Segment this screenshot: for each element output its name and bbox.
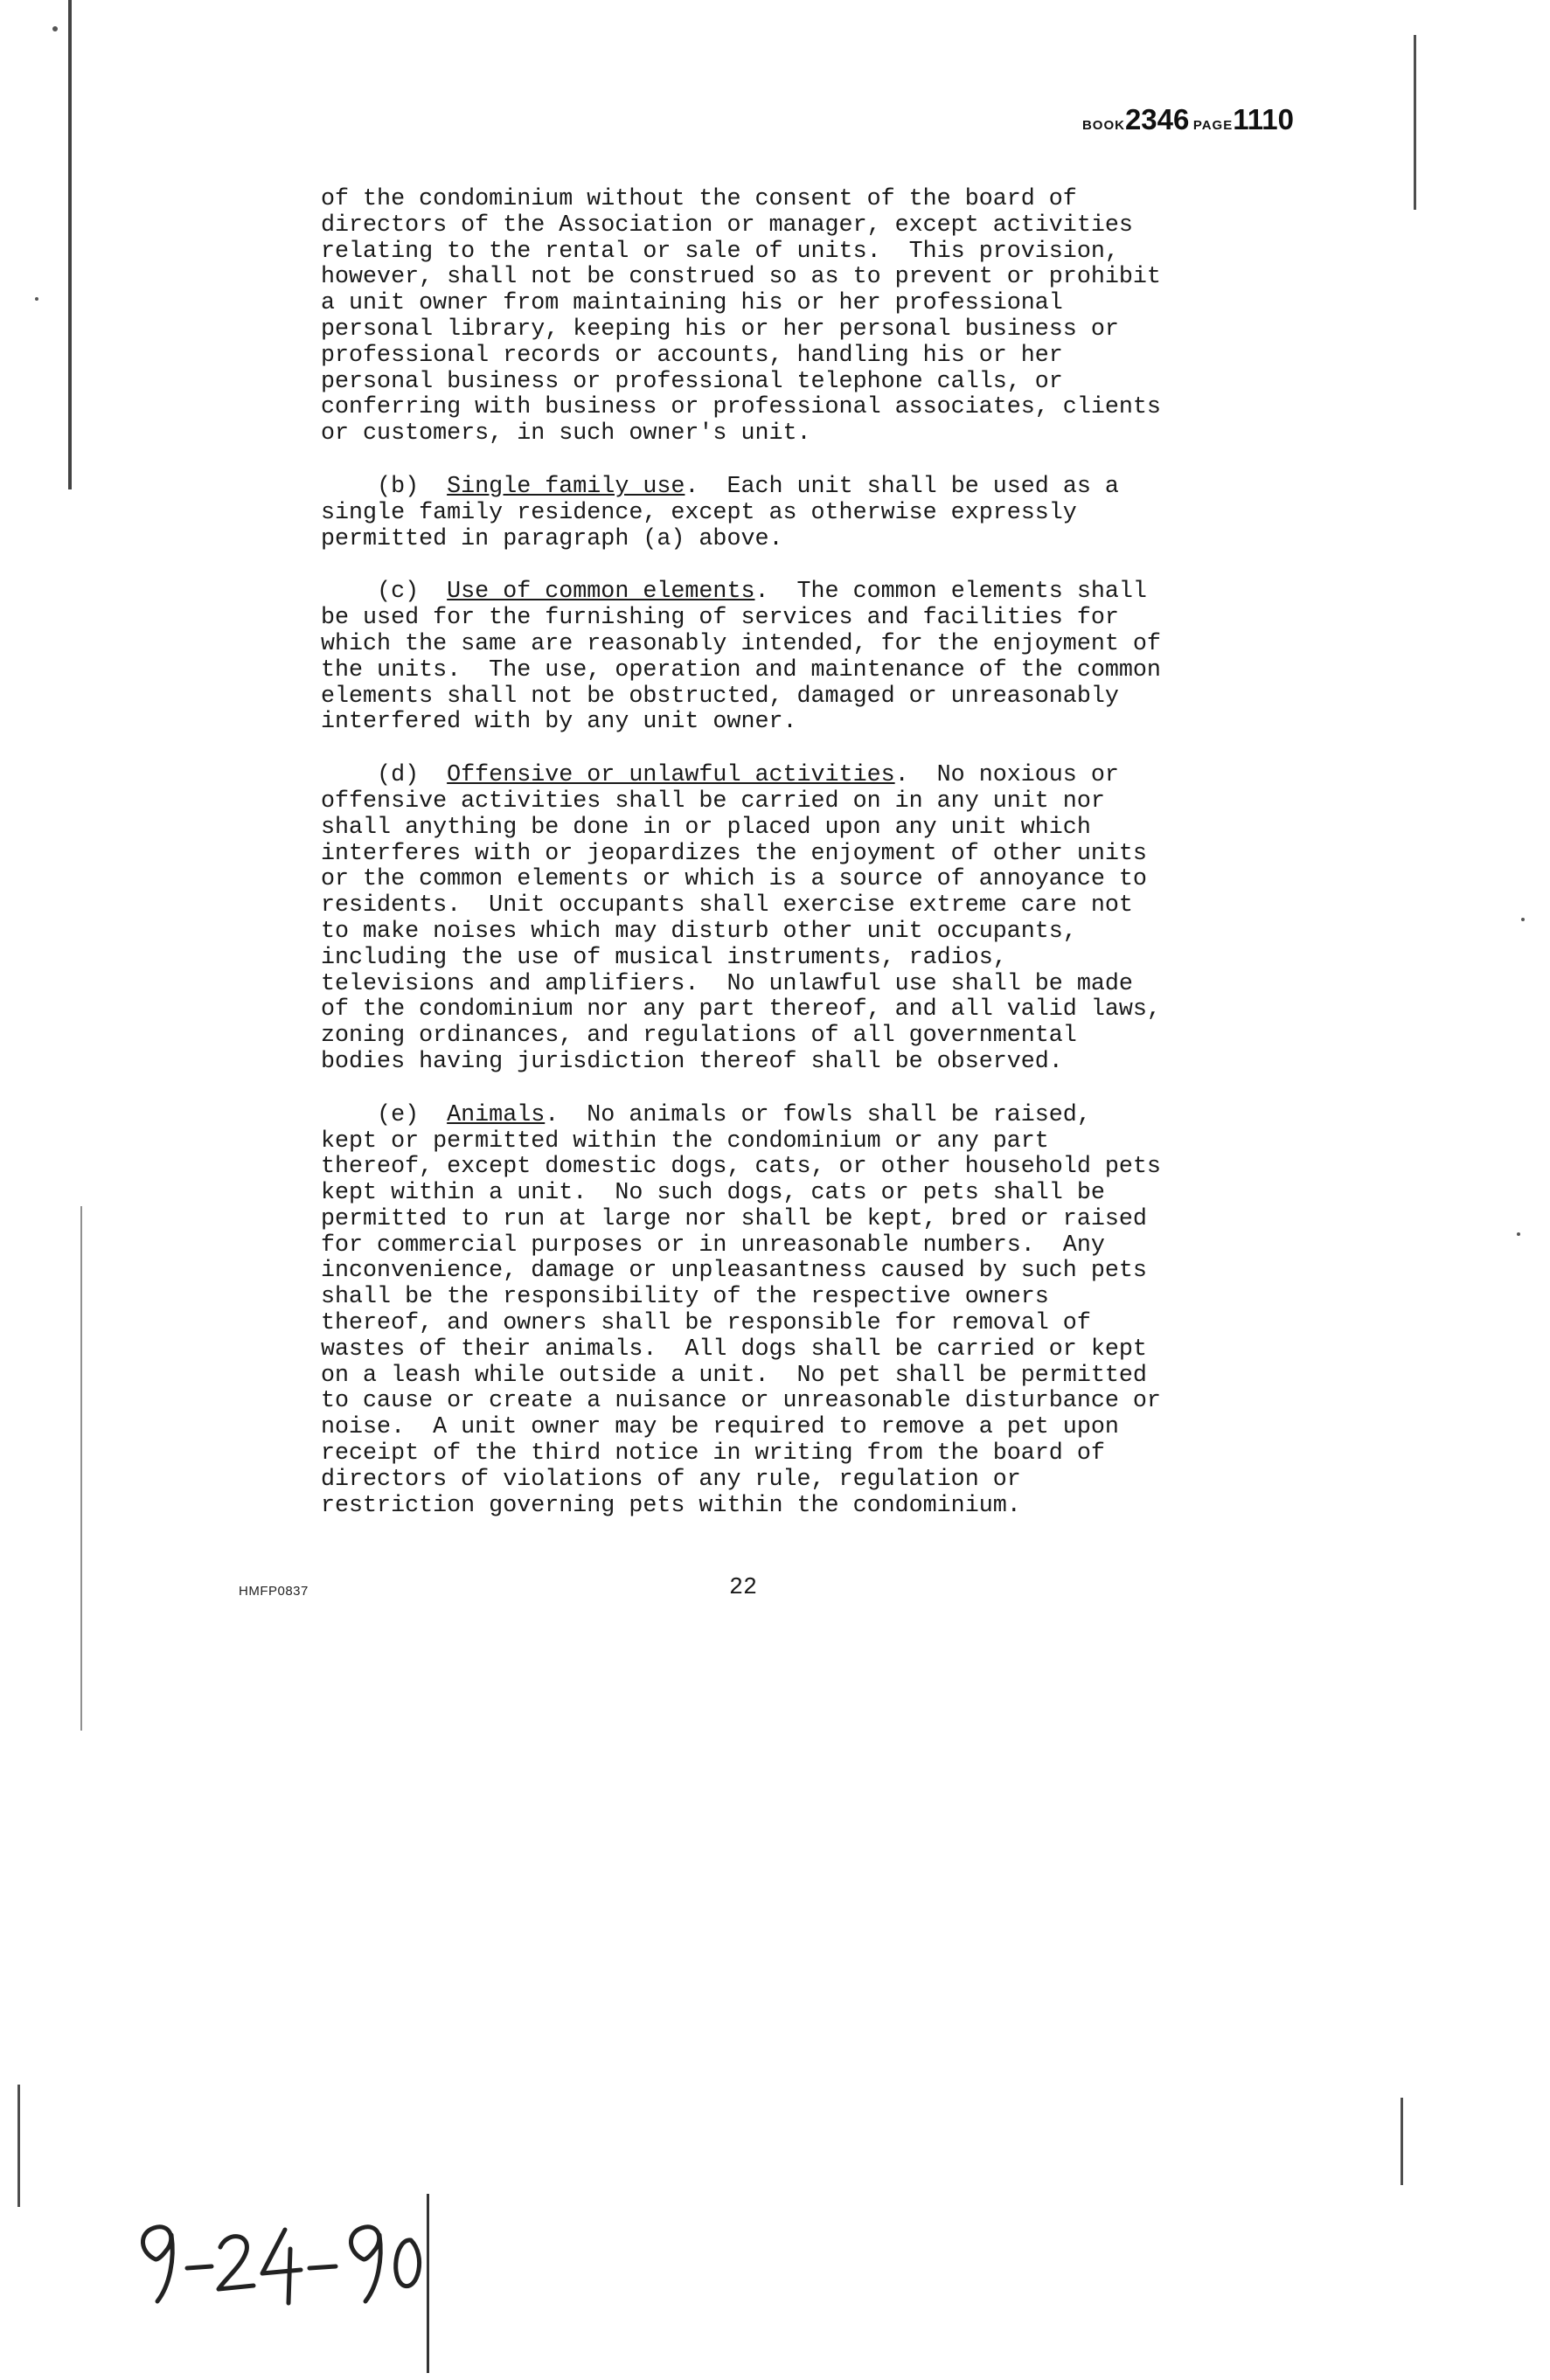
- text-line: restriction governing pets within the condominium.: [321, 1492, 1021, 1519]
- text-line: including the use of musical instruments, radios,: [321, 944, 1007, 971]
- stamp-border-line: [427, 2194, 429, 2373]
- paragraph-heading: Use of common elements: [447, 579, 755, 606]
- text-line: kept or permitted within the condominium or any part: [321, 1128, 1049, 1155]
- page-number-stamp: 1110: [1233, 103, 1294, 135]
- document-id: HMFP0837: [239, 1584, 309, 1599]
- text-line: be used for the furnishing of services and facilities for: [321, 605, 1119, 632]
- text-line: of the condominium nor any part thereof, and all valid laws,: [321, 996, 1161, 1023]
- text-line: to make noises which may disturb other unit occupants,: [321, 918, 1077, 945]
- text-line: wastes of their animals. All dogs shall be carried or kept: [321, 1336, 1147, 1363]
- scan-speck: [52, 26, 58, 31]
- text-line: interferes with or jeopardizes the enjoyment of other units: [321, 840, 1147, 867]
- text-line: kept within a unit. No such dogs, cats or pets shall be: [321, 1180, 1105, 1207]
- text-line: shall anything be done in or placed upon any unit which: [321, 814, 1091, 841]
- text-line: permitted in paragraph (a) above.: [321, 525, 783, 552]
- scan-right-edge-lower: [1401, 2098, 1403, 2185]
- text-line: on a leash while outside a unit. No pet shall be permitted: [321, 1362, 1147, 1389]
- paragraph-d: [321, 763, 1274, 1076]
- book-page-reference: [1032, 103, 1294, 136]
- text-line: personal library, keeping his or her personal business or: [321, 316, 1119, 343]
- text-line: which the same are reasonably intended, for the enjoyment of: [321, 630, 1161, 657]
- paragraph-a-continuation: [321, 187, 1274, 448]
- paragraph-first-line-text: . Each unit shall be used as a: [685, 473, 1119, 500]
- text-line: shall be the responsibility of the respective owners: [321, 1284, 1049, 1311]
- text-line: or customers, in such owner's unit.: [321, 420, 811, 448]
- text-line: single family residence, except as otherwise expressly: [321, 499, 1077, 526]
- scan-left-edge: [68, 0, 72, 489]
- scan-left-edge-lower: [80, 1206, 82, 1731]
- text-line: the units. The use, operation and maintenance of the common: [321, 656, 1161, 683]
- paragraph-label: (d): [377, 762, 420, 789]
- text-line: inconvenience, damage or unpleasantness caused by such pets: [321, 1258, 1147, 1285]
- page-label: PAGE: [1192, 118, 1234, 133]
- paragraph-heading: Single family use: [447, 473, 685, 500]
- text-line: for commercial purposes or in unreasonable numbers. Any: [321, 1232, 1105, 1259]
- paragraph-first-line: [321, 763, 1274, 789]
- text-line: personal business or professional telephone calls, or: [321, 368, 1063, 395]
- text-line: professional records or accounts, handling his or her: [321, 342, 1063, 369]
- paragraph-first-line: [321, 475, 1274, 501]
- paragraph-label: (c): [377, 579, 420, 606]
- text-line: relating to the rental or sale of units. This provision,: [321, 238, 1119, 265]
- text-line: or the common elements or which is a source of annoyance to: [321, 866, 1147, 893]
- scan-speck: [35, 297, 38, 301]
- book-number: 2346: [1124, 103, 1190, 135]
- paragraph-label: (b): [377, 473, 420, 500]
- text-line: of the condominium without the consent of the board of: [321, 186, 1077, 212]
- text-line: zoning ordinances, and regulations of all governmental: [321, 1023, 1077, 1050]
- text-line: conferring with business or professional associates, clients: [321, 394, 1161, 421]
- scan-speck: [1517, 1232, 1520, 1236]
- text-line: directors of violations of any rule, regulation or: [321, 1466, 1021, 1493]
- scan-right-edge: [1414, 35, 1416, 210]
- paragraph-b: [321, 475, 1274, 552]
- text-line: thereof, and owners shall be responsible for removal of: [321, 1310, 1091, 1337]
- text-line: offensive activities shall be carried on in any unit nor: [321, 788, 1105, 815]
- text-line: interfered with by any unit owner.: [321, 709, 797, 736]
- text-line: to cause or create a nuisance or unreasonable disturbance or: [321, 1388, 1161, 1415]
- page-number: 22: [729, 1575, 758, 1601]
- text-line: thereof, except domestic dogs, cats, or other household pets: [321, 1154, 1161, 1181]
- paragraph-first-line: [321, 1103, 1274, 1129]
- document-body: [321, 187, 1274, 1519]
- text-line: noise. A unit owner may be required to remove a pet upon: [321, 1414, 1119, 1441]
- paragraph-e: [321, 1103, 1274, 1520]
- text-line: bodies having jurisdiction thereof shall be observed.: [321, 1048, 1063, 1075]
- book-label: BOOK: [1081, 118, 1125, 133]
- paragraph-heading: Offensive or unlawful activities: [447, 762, 895, 789]
- paragraph-heading: Animals: [447, 1101, 546, 1128]
- text-line: residents. Unit occupants shall exercise extreme care not: [321, 892, 1133, 919]
- text-line: a unit owner from maintaining his or her professional: [321, 290, 1063, 317]
- paragraph-first-line: [321, 579, 1274, 606]
- text-line: permitted to run at large nor shall be kept, bred or raised: [321, 1205, 1147, 1232]
- paragraph-first-line-text: . No animals or fowls shall be raised,: [545, 1101, 1091, 1128]
- scan-speck: [1521, 918, 1525, 921]
- paragraph-first-line-text: . No noxious or: [894, 762, 1119, 789]
- text-line: receipt of the third notice in writing from the board of: [321, 1440, 1105, 1468]
- text-line: however, shall not be construed so as to prevent or prohibit: [321, 264, 1161, 291]
- text-line: elements shall not be obstructed, damaged or unreasonably: [321, 683, 1119, 710]
- text-line: directors of the Association or manager, except activities: [321, 212, 1133, 239]
- scan-left-bracket: [17, 2085, 20, 2207]
- paragraph-first-line-text: . The common elements shall: [754, 579, 1147, 606]
- text-line: televisions and amplifiers. No unlawful use shall be made: [321, 970, 1133, 997]
- paragraph-c: [321, 579, 1274, 736]
- paragraph-label: (e): [377, 1101, 420, 1128]
- handwritten-date: [122, 2198, 437, 2321]
